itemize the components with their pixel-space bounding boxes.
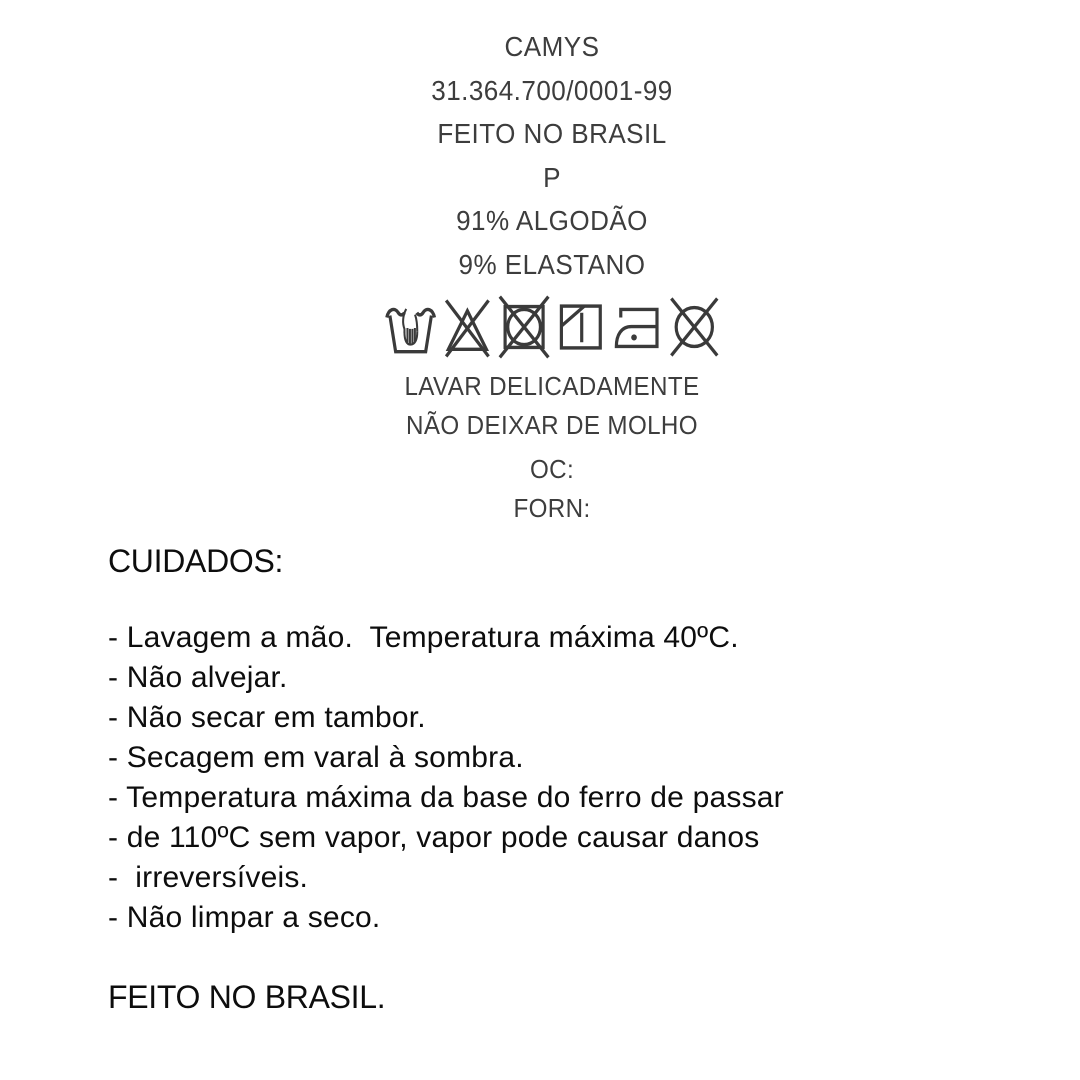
wash-instruction-no-soak: NÃO DEIXAR DE MOLHO	[406, 410, 698, 440]
forn-label: FORN:	[513, 492, 591, 523]
cnpj-text: 31.364.700/0001-99	[431, 74, 673, 106]
do-not-dry-clean-icon	[666, 289, 722, 365]
care-item: - Temperatura máxima da base do ferro de passar	[108, 781, 784, 814]
care-instructions-section	[108, 540, 784, 1018]
iron-low-heat-icon	[609, 289, 665, 365]
care-item: - Secagem em varal à sombra.	[108, 741, 524, 774]
care-symbols-row	[50, 289, 1054, 365]
do-not-tumble-dry-icon	[496, 289, 552, 365]
care-item: - irreversíveis.	[108, 861, 309, 894]
care-title: CUIDADOS:	[108, 543, 284, 579]
composition-elastane: 9% ELASTANO	[458, 248, 646, 280]
care-item: - Lavagem a mão. Temperatura máxima 40ºC.	[108, 621, 739, 654]
care-item: - Não secar em tambor.	[108, 701, 426, 734]
wash-instruction-delicate: LAVAR DELICADAMENTE	[404, 371, 700, 401]
care-item: - de 110ºC sem vapor, vapor pode causar danos	[108, 821, 760, 854]
line-dry-in-shade-icon	[552, 289, 608, 365]
spacer	[108, 938, 784, 976]
footer-origin-text: FEITO NO BRASIL.	[108, 979, 386, 1015]
care-item: - Não limpar a seco.	[108, 901, 381, 934]
size-text: P	[543, 161, 561, 193]
origin-text: FEITO NO BRASIL	[437, 118, 667, 149]
do-not-bleach-icon	[439, 289, 495, 365]
care-item: - Não alvejar.	[108, 661, 288, 694]
composition-cotton: 91% ALGODÃO	[456, 205, 648, 236]
brand-text: CAMYS	[504, 31, 600, 62]
spacer	[108, 582, 784, 618]
hand-wash-icon	[382, 289, 438, 365]
label-header	[50, 0, 1054, 527]
oc-label: OC:	[529, 454, 575, 484]
